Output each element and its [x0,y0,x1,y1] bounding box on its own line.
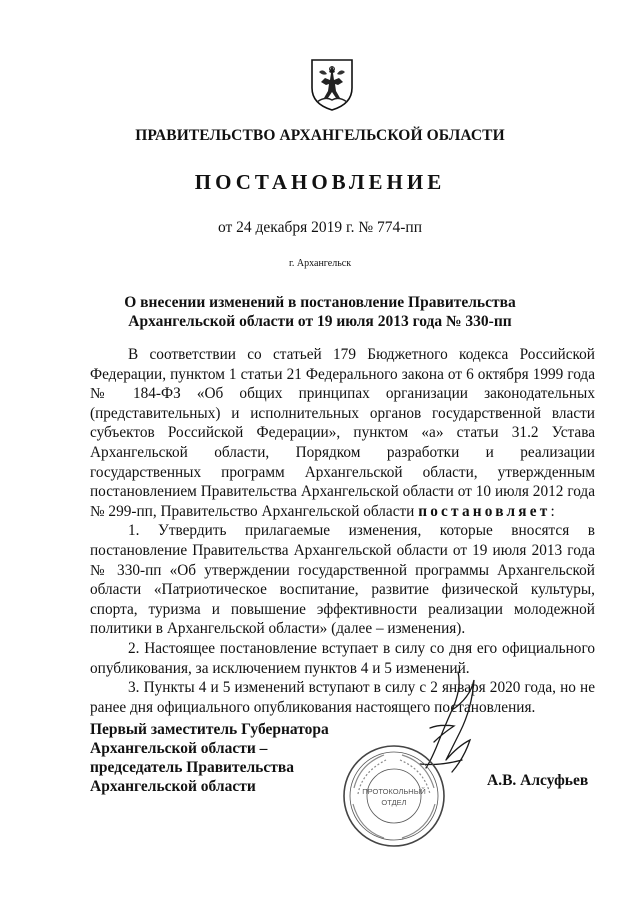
document-body [90,345,595,717]
stamp-center-line-2: ОТДЕЛ [381,798,407,807]
official-stamp [340,742,448,850]
document-subject [100,293,540,331]
signer-line-3: председатель Правительства [90,759,294,776]
item-1-paragraph: 1. Утвердить прилагаемые изменения, которые вносятся в постановление Правительства Архангельской области от 19 июля 2013 года № 330-пп «Об утверждении государственной программы Архангельской области «Патриотическое воспитание, развитие физической культуры, спорта, туризма и повышение эффективности реализации молодежной политики в Архангельской области» (далее – изменения). [90,522,595,638]
signer-line-1: Первый заместитель Губернатора [90,721,329,738]
document-type: ПОСТАНОВЛЕНИЕ [194,170,446,194]
document-place: г. Архангельск [288,258,352,269]
signer-name: А.В. Алсуфьев [487,772,589,789]
stamp-center-line-1: ПРОТОКОЛЬНЫЙ [362,787,426,796]
preamble-text: В соответствии со статьей 179 Бюджетного кодекса Российской Федерации, пунктом 1 статьи 21 Федерального закона от 6 октября 1999 года № 184-ФЗ «Об общих принципах организации законодательных (представительных) и исполнительных органов государственной власти субъектов Российской Федерации», пунктом «а» статьи 31.2 Устава Архангельской области, Порядком разработки и реализации государственных программ Архангельской области, утвержденным постановлением Правительства Архангельской области от 10 июля 2012 года № 299-пп, Правительство Архангельской области [90,346,595,520]
subject-line-1: О внесении изменений в постановление Правительства [124,294,516,311]
document-date-number: от 24 декабря 2019 г. № 774-пп [217,219,423,236]
decree-colon: : [550,502,555,520]
subject-line-2: Архангельской области от 19 июля 2013 года № 330-пп [128,313,512,330]
decree-word: постановляет [418,502,551,520]
signer-position [90,720,329,796]
preamble-paragraph [90,345,595,521]
signer-line-2: Архангельской области – [90,740,268,757]
coat-of-arms-icon [309,58,355,112]
government-title: ПРАВИТЕЛЬСТВО АРХАНГЕЛЬСКОЙ ОБЛАСТИ [135,127,505,144]
signer-line-4: Архангельской области [90,778,256,795]
item-2-paragraph: 2. Настоящее постановление вступает в силу со дня его официального опубликования, за исключением пунктов 4 и 5 изменений. [90,639,595,677]
item-3-paragraph: 3. Пункты 4 и 5 изменений вступают в силу с 2 января 2020 года, но не ранее дня официального опубликования настоящего постановления. [90,679,595,716]
